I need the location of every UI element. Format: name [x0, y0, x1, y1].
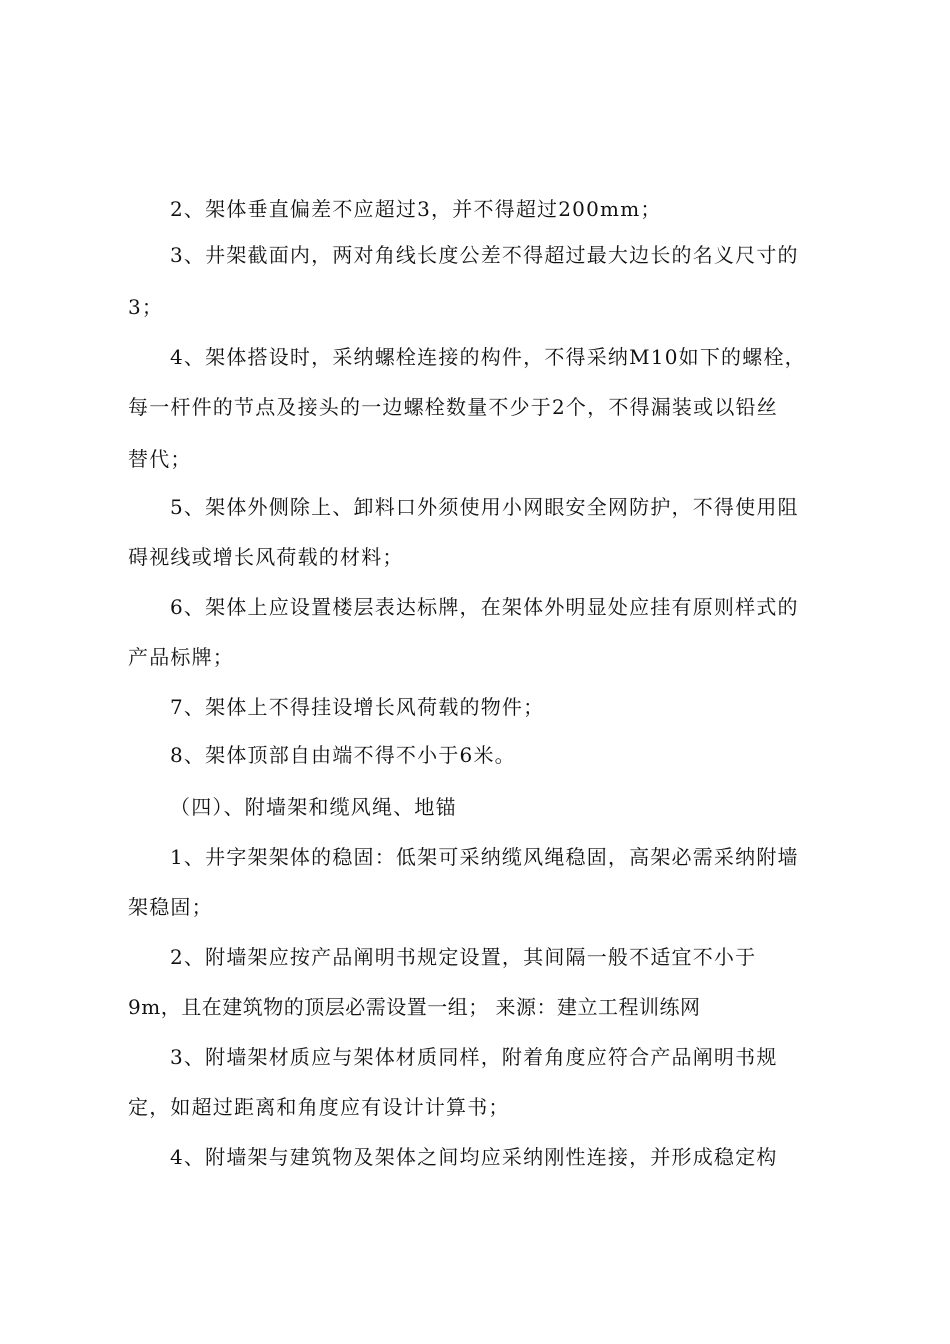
paragraph-5-line-1: 5、架体外侧除上、卸料口外须使用小网眼安全网防护，不得使用阻 — [170, 495, 799, 519]
sub-1-line-1: 1、井字架架体的稳固：低架可采纳缆风绳稳固，高架必需采纳附墙 — [170, 845, 799, 869]
section-heading: （四）、附墙架和缆风绳、地锚 — [170, 795, 457, 819]
sub-2-line-2: 9m，且在建筑物的顶层必需设置一组； 来源：建立工程训练网 — [128, 995, 701, 1019]
paragraph-5-line-2: 碍视线或增长风荷载的材料； — [128, 545, 404, 569]
paragraph-3-line-2: 3； — [128, 295, 164, 319]
paragraph-6-line-2: 产品标牌； — [128, 645, 234, 669]
sub-3-line-2: 定，如超过距离和角度应有设计计算书； — [128, 1095, 510, 1119]
paragraph-4-line-2: 每一杆件的节点及接头的一边螺栓数量不少于2个，不得漏装或以铅丝 — [128, 395, 778, 419]
sub-3-line-1: 3、附墙架材质应与架体材质同样，附着角度应符合产品阐明书规 — [170, 1045, 778, 1069]
paragraph-6-line-1: 6、架体上应设置楼层表达标牌，在架体外明显处应挂有原则样式的 — [170, 595, 799, 619]
sub-2-line-1: 2、附墙架应按产品阐明书规定设置，其间隔一般不适宜不小于 — [170, 945, 757, 969]
paragraph-7-line-1: 7、架体上不得挂设增长风荷载的物件； — [170, 695, 545, 719]
sub-4-line-1: 4、附墙架与建筑物及架体之间均应采纳刚性连接，并形成稳定构 — [170, 1145, 778, 1169]
sub-1-line-2: 架稳固； — [128, 895, 213, 919]
paragraph-8-line-1: 8、架体顶部自由端不得不小于6米。 — [170, 743, 516, 767]
paragraph-4-line-1: 4、架体搭设时，采纳螺栓连接的构件，不得采纳M10如下的螺栓， — [170, 345, 806, 369]
paragraph-4-line-3: 替代； — [128, 447, 192, 471]
paragraph-3-line-1: 3、井架截面内，两对角线长度公差不得超过最大边长的名义尺寸的 — [170, 243, 799, 267]
paragraph-2-line-1: 2、架体垂直偏差不应超过3，并不得超过200mm； — [170, 197, 662, 221]
